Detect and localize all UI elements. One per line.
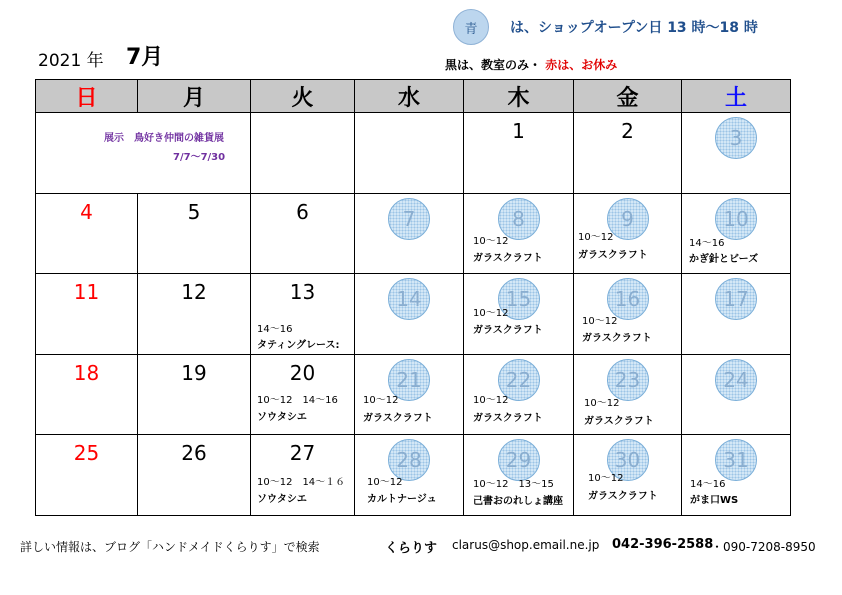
day-number: 20 [289, 360, 316, 385]
calendar-week-row [36, 193, 791, 274]
footer-shop-name: くらりす [385, 541, 438, 556]
exhibition-dates: 7/7～7/30 [173, 152, 226, 163]
weekday-fri: 金 [574, 80, 682, 113]
event-time: 10～12 14～１６ [257, 477, 346, 488]
event-time: 10～12 [584, 397, 620, 409]
day-cell [138, 435, 251, 516]
open-day-number: 17 [715, 278, 757, 320]
day-cell [574, 113, 682, 194]
day-cell [138, 354, 251, 435]
day-number: 2 [621, 119, 634, 143]
open-day-number: 28 [388, 439, 430, 481]
day-cell-empty [251, 113, 355, 194]
open-day-number: 14 [388, 278, 430, 320]
open-day-number: 8 [498, 198, 540, 240]
event-name: ガラスクラフト [473, 412, 543, 424]
day-number: 6 [296, 199, 309, 224]
day-cell [464, 354, 574, 435]
day-cell-empty [355, 113, 464, 194]
event-time: 10～12 [473, 235, 509, 247]
event-name: ガラスクラフト [363, 412, 433, 424]
calendar-grid [35, 79, 791, 516]
event-time: 10～12 [473, 308, 509, 319]
event-time: 14～16 [690, 479, 726, 490]
day-cell [682, 193, 791, 274]
event-name: ソウタシエ [257, 494, 307, 505]
day-cell [355, 435, 464, 516]
event-name: ガラスクラフト [578, 249, 648, 261]
day-number: 18 [73, 360, 100, 385]
event-time: 10～12 [363, 394, 399, 406]
month-label: 7月 [126, 45, 164, 70]
day-cell [682, 274, 791, 355]
event-time: 10～12 [588, 473, 624, 484]
open-day-number: 23 [607, 359, 649, 401]
day-cell [355, 274, 464, 355]
event-name: がま口WS [690, 495, 739, 506]
day-cell [36, 274, 138, 355]
day-cell [574, 435, 682, 516]
event-name: ガラスクラフト [473, 325, 543, 336]
day-cell [464, 435, 574, 516]
day-cell [464, 113, 574, 194]
day-cell [36, 193, 138, 274]
open-day-legend-badge: 青 [453, 9, 489, 45]
event-time: 10～12 13～15 [473, 479, 554, 490]
day-number: 19 [181, 360, 207, 385]
weekday-mon: 月 [138, 80, 251, 113]
open-day-number: 7 [388, 198, 430, 240]
day-cell-empty [36, 113, 251, 194]
open-day-number: 3 [715, 117, 757, 159]
event-name: タティングレース: [257, 340, 340, 351]
event-time: 10～12 14～16 [257, 394, 338, 406]
class-only-legend: 黒は、教室のみ・ [445, 58, 542, 72]
event-time: 14～16 [689, 237, 725, 249]
weekday-wed: 水 [355, 80, 464, 113]
footer-email: clarus@shop.email.ne.jp [452, 538, 600, 552]
weekday-tue: 火 [251, 80, 355, 113]
day-number: 27 [289, 441, 316, 465]
day-cell [574, 354, 682, 435]
day-number: 11 [73, 280, 100, 304]
day-cell [682, 354, 791, 435]
day-cell [464, 193, 574, 274]
event-time: 10～12 [473, 394, 509, 406]
open-day-number: 29 [498, 439, 540, 481]
day-cell [355, 354, 464, 435]
open-day-number: 30 [607, 439, 649, 481]
open-day-number: 22 [498, 359, 540, 401]
day-cell [251, 274, 355, 355]
day-cell [251, 354, 355, 435]
event-time: 10～12 [367, 477, 403, 488]
calendar-week-row [36, 354, 791, 435]
event-name: 己書おのれしょ講座 [473, 496, 563, 507]
day-cell [251, 193, 355, 274]
event-time: 14～16 [257, 324, 293, 335]
day-cell [36, 435, 138, 516]
event-time: 10～12 [578, 231, 614, 243]
day-cell [36, 354, 138, 435]
weekday-header-row [36, 80, 791, 113]
year-label: 2021 年 [38, 51, 104, 71]
weekday-sat: 土 [682, 80, 791, 113]
event-name: ガラスクラフト [584, 415, 654, 427]
calendar-week-row [36, 435, 791, 516]
open-day-legend-text: は、ショップオープン日 13 時～18 時 [510, 20, 758, 36]
day-number: 26 [181, 441, 207, 465]
day-number: 13 [289, 280, 316, 304]
day-number: 12 [181, 280, 207, 304]
calendar-week-row [36, 113, 791, 194]
event-name: ガラスクラフト [582, 333, 652, 344]
day-cell [682, 113, 791, 194]
day-number: 25 [73, 441, 100, 465]
event-time: 10～12 [582, 316, 618, 327]
open-day-number: 16 [607, 278, 649, 320]
exhibition-label: 展示 鳥好き仲間の雑貨展 [104, 133, 224, 144]
closed-legend: 赤は、お休み [545, 58, 618, 72]
footer-mobile: ・090-7208-8950 [711, 540, 816, 554]
calendar-week-row [36, 274, 791, 355]
weekday-sun: 日 [36, 80, 138, 113]
footer-info-text: 詳しい情報は、ブログ「ハンドメイドくらりす」で検索 [20, 540, 320, 554]
day-cell [138, 193, 251, 274]
open-day-number: 15 [498, 278, 540, 320]
open-day-number: 31 [715, 439, 757, 481]
color-legend [445, 56, 617, 73]
day-number: 5 [187, 199, 201, 224]
day-cell [682, 435, 791, 516]
footer-phone: 042-396-2588 [612, 537, 714, 552]
day-cell [138, 274, 251, 355]
event-name: ソウタシエ [257, 411, 307, 423]
open-day-number: 21 [388, 359, 430, 401]
day-cell [574, 193, 682, 274]
day-number: 1 [512, 119, 525, 143]
day-number: 4 [80, 199, 93, 224]
day-cell [464, 274, 574, 355]
weekday-thu: 木 [464, 80, 574, 113]
day-cell [355, 193, 464, 274]
open-day-number: 9 [607, 198, 649, 240]
day-cell [251, 435, 355, 516]
event-name: ガラスクラフト [473, 252, 543, 264]
event-name: カルトナージュ [367, 494, 437, 505]
event-name: ガラスクラフト [588, 491, 658, 502]
day-cell [574, 274, 682, 355]
open-day-number: 24 [715, 359, 757, 401]
open-day-number: 10 [715, 198, 757, 240]
event-name: かぎ針とビーズ [689, 253, 759, 265]
